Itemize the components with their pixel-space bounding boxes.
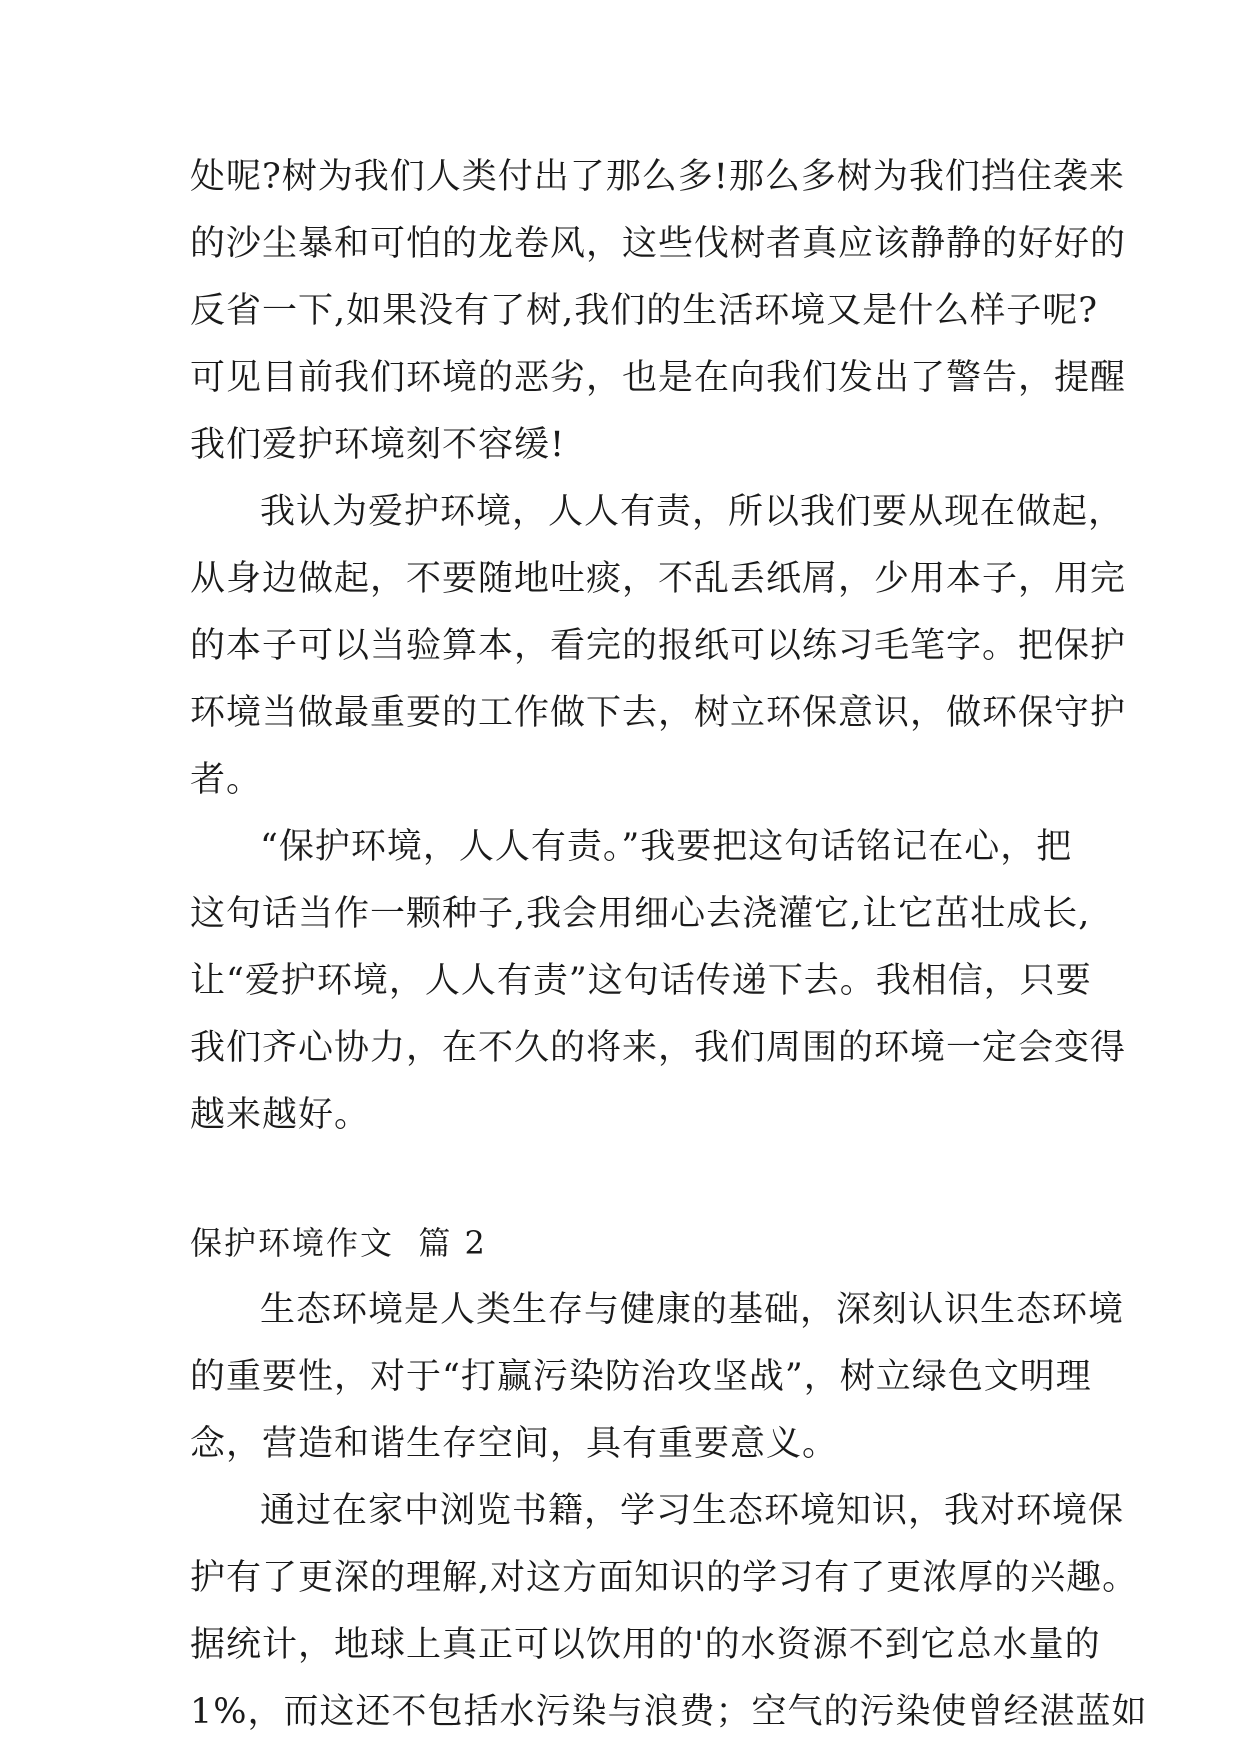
paragraph-line: 处呢?树为我们人类付出了那么多!那么多树为我们挡住袭来 bbox=[190, 157, 1125, 197]
paragraph-line: 1%，而这还不包括水污染与浪费；空气的污染使曾经湛蓝如 bbox=[190, 1692, 1148, 1732]
paragraph-line: 从身边做起，不要随地吐痰，不乱丢纸屑，少用本子，用完 bbox=[190, 559, 1127, 599]
paragraph-line: 可见目前我们环境的恶劣，也是在向我们发出了警告，提醒 bbox=[190, 358, 1127, 398]
paragraph-line: 据统计，地球上真正可以饮用的'的水资源不到它总水量的 bbox=[190, 1625, 1101, 1665]
paragraph-line: 反省一下,如果没有了树,我们的生活环境又是什么样子呢? bbox=[190, 291, 1099, 331]
paragraph-line: “保护环境，人人有责。”我要把这句话铭记在心，把 bbox=[260, 827, 1073, 867]
paragraph-line: 的沙尘暴和可怕的龙卷风，这些伐树者真应该静静的好好的 bbox=[190, 224, 1127, 264]
paragraph-line: 我们齐心协力，在不久的将来，我们周围的环境一定会变得 bbox=[190, 1028, 1127, 1068]
paragraph-line: 通过在家中浏览书籍，学习生态环境知识，我对环境保 bbox=[260, 1491, 1125, 1531]
paragraph-line: 护有了更深的理解,对这方面知识的学习有了更浓厚的兴趣。 bbox=[190, 1558, 1139, 1598]
paragraph-line: 生态环境是人类生存与健康的基础，深刻认识生态环境 bbox=[260, 1290, 1125, 1330]
paragraph-line: 者。 bbox=[190, 760, 263, 800]
paragraph-line: 的本子可以当验算本，看完的报纸可以练习毛笔字。把保护 bbox=[190, 626, 1127, 666]
paragraph-line: 环境当做最重要的工作做下去，树立环保意识，做环保守护 bbox=[190, 693, 1127, 733]
paragraph-line: 念，营造和谐生存空间，具有重要意义。 bbox=[190, 1424, 839, 1464]
paragraph-line: 让“爱护环境，人人有责”这句话传递下去。我相信，只要 bbox=[190, 961, 1092, 1001]
paragraph-line: 这句话当作一颗种子,我会用细心去浇灌它,让它茁壮成长, bbox=[190, 894, 1091, 934]
paragraph-line: 我认为爱护环境，人人有责，所以我们要从现在做起， bbox=[260, 492, 1125, 532]
paragraph-line: 的重要性，对于“打赢污染防治攻坚战”，树立绿色文明理 bbox=[190, 1357, 1092, 1397]
paragraph-line: 我们爱护环境刻不容缓! bbox=[190, 425, 566, 465]
paragraph-line: 越来越好。 bbox=[190, 1095, 371, 1135]
section-title: 保护环境作文 篇 2 bbox=[190, 1224, 487, 1262]
